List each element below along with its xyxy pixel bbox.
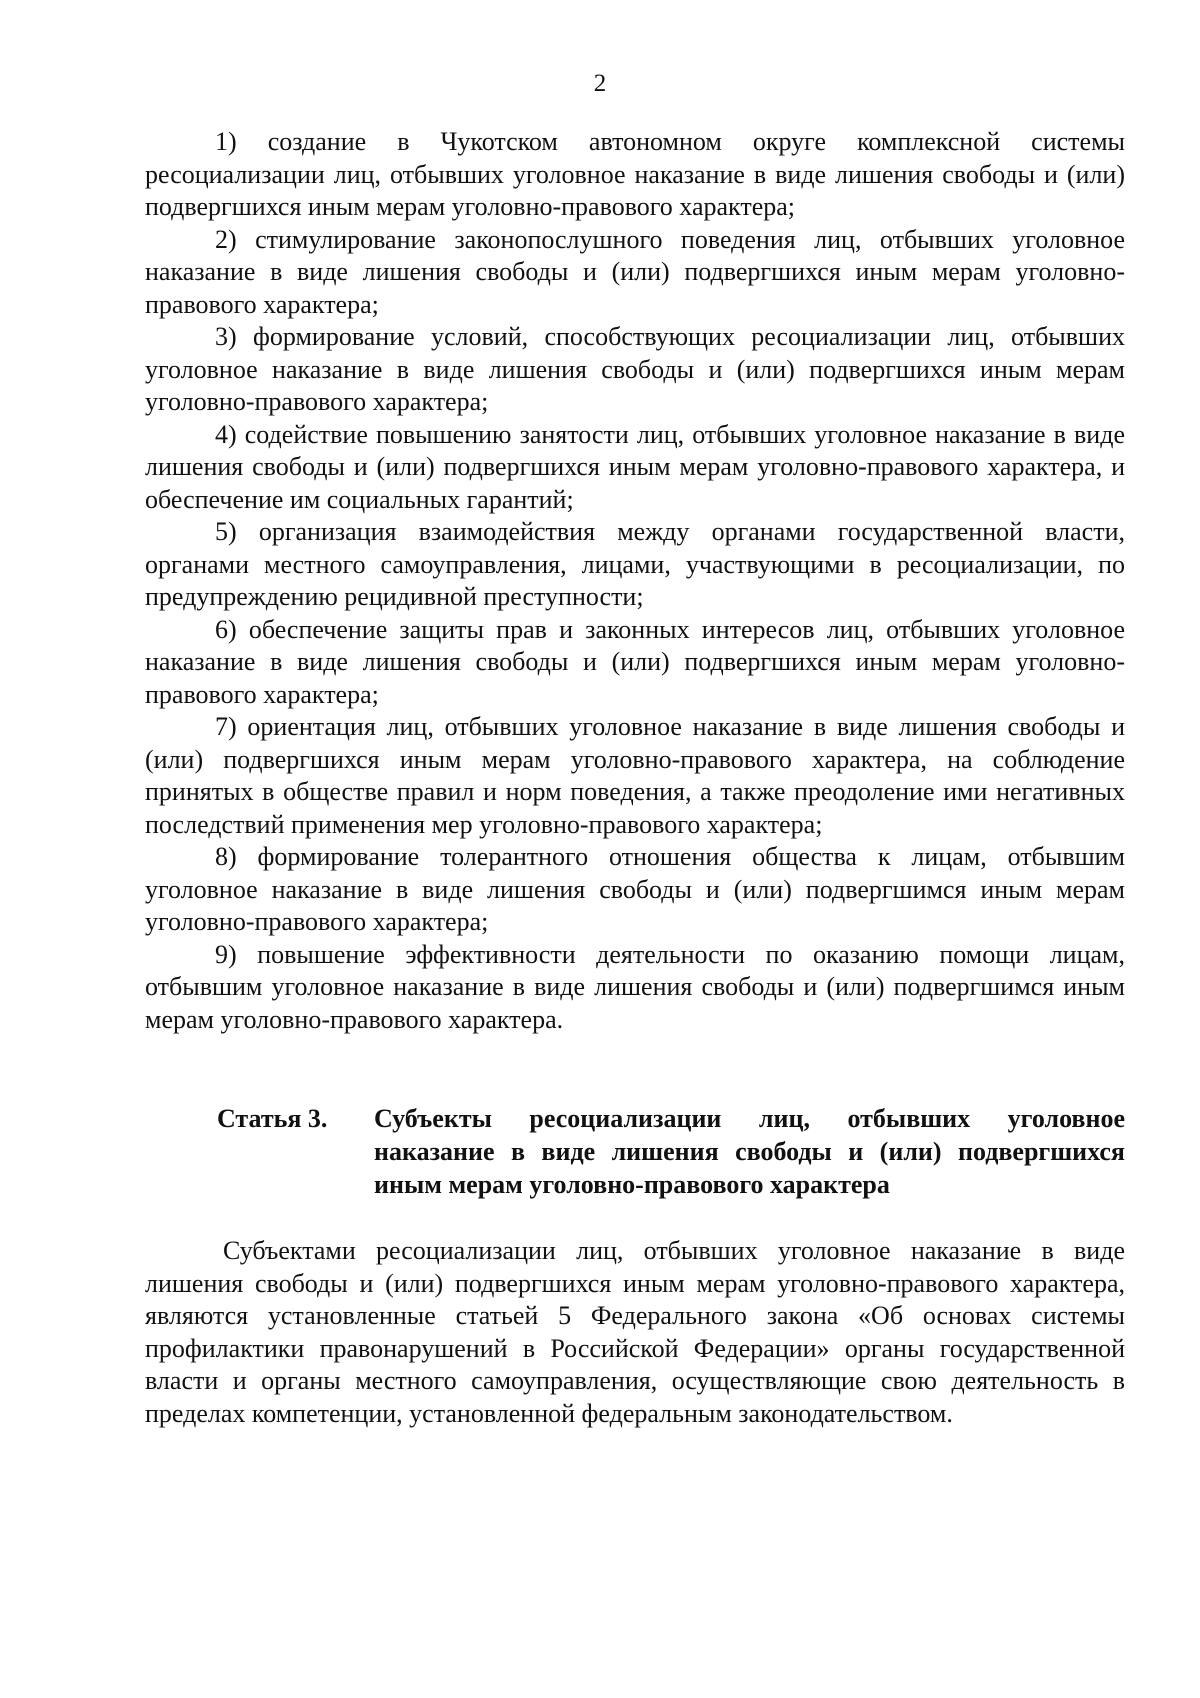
article-heading	[145, 1102, 1125, 1201]
list-item: 4) содействие повышению занятости лиц, отбывших уголовное наказание в виде лишения свободы и (или) подвергшихся иным мерам уголовно-правового характера, и обеспечение им социальных гарантий;	[145, 419, 1125, 514]
article-title: Субъекты ресоциализации лиц, отбывших уголовное наказание в виде лишения свободы и (или) подвергшихся иным мерам уголовно-правового характера	[374, 1104, 1125, 1199]
article-number: Статья 3.	[217, 1104, 328, 1133]
page-number: 2	[593, 70, 607, 97]
list-item: 8) формирование толерантного отношения общества к лицам, отбывшим уголовное наказание в виде лишения свободы и (или) подвергшимся иным мерам уголовно-правового характера;	[145, 842, 1125, 936]
article-paragraph: Субъектами ресоциализации лиц, отбывших уголовное наказание в виде лишения свободы и (или) подвергшихся иным мерам уголовно-правового характера, являются установленные статьей 5 Федерального закона «Об основах системы профилактики правонарушений в Российской Федерации» органы государственной власти и органы местного самоуправления, осуществляющие свою деятельность в пределах компетенции, установленной федеральным законодательством.	[145, 1236, 1125, 1428]
list-item: 6) обеспечение защиты прав и законных интересов лиц, отбывших уголовное наказание в виде лишения свободы и (или) подвергшихся иным мерам уголовно-правового характера;	[145, 614, 1125, 709]
article-body	[145, 1235, 1125, 1430]
list-item: 7) ориентация лиц, отбывших уголовное наказание в виде лишения свободы и (или) подвергшихся иным мерам уголовно-правового характера, на соблюдение принятых в обществе правил и норм поведения, а также преодоление ими негативных последствий применения мер уголовно-правового характера;	[145, 712, 1125, 839]
list-item: 5) организация взаимодействия между органами государственной власти, органами местного самоуправления, лицами, участвующими в ресоциализации, по предупреждению рецидивной преступности;	[145, 517, 1125, 611]
list-item: 3) формирование условий, способствующих ресоциализации лиц, отбывших уголовное наказание в виде лишения свободы и (или) подвергшихся иным мерам уголовно-правового характера;	[145, 322, 1125, 416]
list-item: 2) стимулирование законопослушного поведения лиц, отбывших уголовное наказание в виде лишения свободы и (или) подвергшихся иным мерам уголовно-правового характера;	[145, 224, 1125, 319]
list-item: 1) создание в Чукотском автономном округе комплексной системы ресоциализации лиц, отбывших уголовное наказание в виде лишения свободы и (или) подвергшихся иным мерам уголовно-правового характера;	[145, 127, 1125, 221]
goals-list	[145, 126, 1125, 1036]
list-item: 9) повышение эффективности деятельности по оказанию помощи лицам, отбывшим уголовное наказание в виде лишения свободы и (или) подвергшимся иным мерам уголовно-правового характера.	[145, 939, 1125, 1034]
